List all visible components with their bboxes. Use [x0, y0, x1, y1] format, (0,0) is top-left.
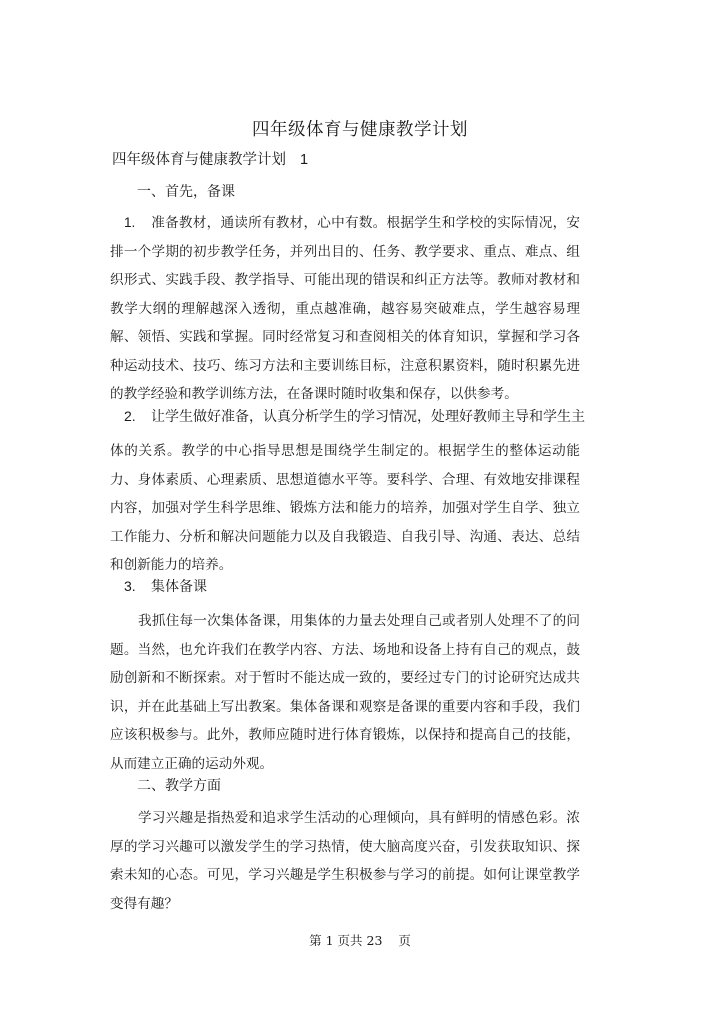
- item-1-paragraph: [110, 209, 580, 409]
- section-2-paragraph: 学习兴趣是指热爱和追求学生活动的心理倾向，具有鲜明的情感色彩。浓厚的学习兴趣可以激发学生的学习热情，使大脑高度兴奋，引发获取知识、探索未知的心态。可见，学习兴趣是学生积极参与学习的前提。如何让课堂教学变得有趣？: [110, 810, 580, 912]
- item-1-number: 1.: [124, 215, 136, 230]
- item-3-paragraph: 我抓住每一次集体备课，用集体的力量去处理自己或者别人处理不了的问题。当然，也允许我们在教学内容、方法、场地和设备上持有自己的观点，鼓励创新和不断探索。对于暂时不能达成一致的，要经过专门的讨论研究达成共识，并在此基础上写出教案。集体备课和观察是备课的重要内容和手段，我们应该积极参与。此外，教师应随时进行体育锻炼，以保持和提高自己的技能，从而建立正确的运动外观。: [110, 613, 580, 772]
- item-2-number: 2.: [124, 408, 136, 424]
- section-heading-teaching: 二、教学方面: [137, 778, 221, 794]
- document-title: 四年级体育与健康教学计划: [252, 120, 468, 140]
- subtitle-text: 四年级体育与健康教学计划: [112, 152, 286, 168]
- item-2-paragraph: 体的关系。教学的中心指导思想是围绕学生制定的。根据学生的整体运动能力、身体素质、心理素质、思想道德水平等。要科学、合理、有效地安排课程内容，加强对学生科学思维、锻炼方法和能力的培养，加强对学生自学、独立工作能力、分析和解决问题能力以及自我锻造、自我引导、沟通、表达、总结和创新能力的培养。: [110, 443, 580, 573]
- item-3-heading-text: 集体备课: [151, 579, 207, 595]
- item-2-lead-text: 让学生做好准备，认真分析学生的学习情况，处理好教师主导和学生主: [151, 409, 585, 425]
- item-3-number: 3.: [124, 578, 136, 594]
- item-3-heading: [124, 576, 207, 596]
- section-heading-preparation: 一、首先，备课: [137, 184, 235, 200]
- document-subtitle: [112, 148, 308, 169]
- item-2-lead-line: [124, 406, 585, 426]
- item-1-text: 准备教材，通读所有教材，心中有数。根据学生和学校的实际情况，安排一个学期的初步教学任务，并列出目的、任务、教学要求、重点、难点、组织形式、实践手段、教学指导、可能出现的错误和纠正方法等。教师对教材和教学大纲的理解越深入透彻，重点越准确，越容易突破难点，学生越容易理解、领悟、实践和掌握。同时经常复习和查阅相关的体育知识，掌握和学习各种运动技术、技巧、练习方法和主要训练目标，注意积累资料，随时积累先进的教学经验和教学训练方法，在备课时随时收集和保存，以供参考。: [110, 215, 580, 402]
- subtitle-number: 1: [300, 152, 309, 168]
- page-footer: 第 1 页共 23 页: [309, 933, 411, 948]
